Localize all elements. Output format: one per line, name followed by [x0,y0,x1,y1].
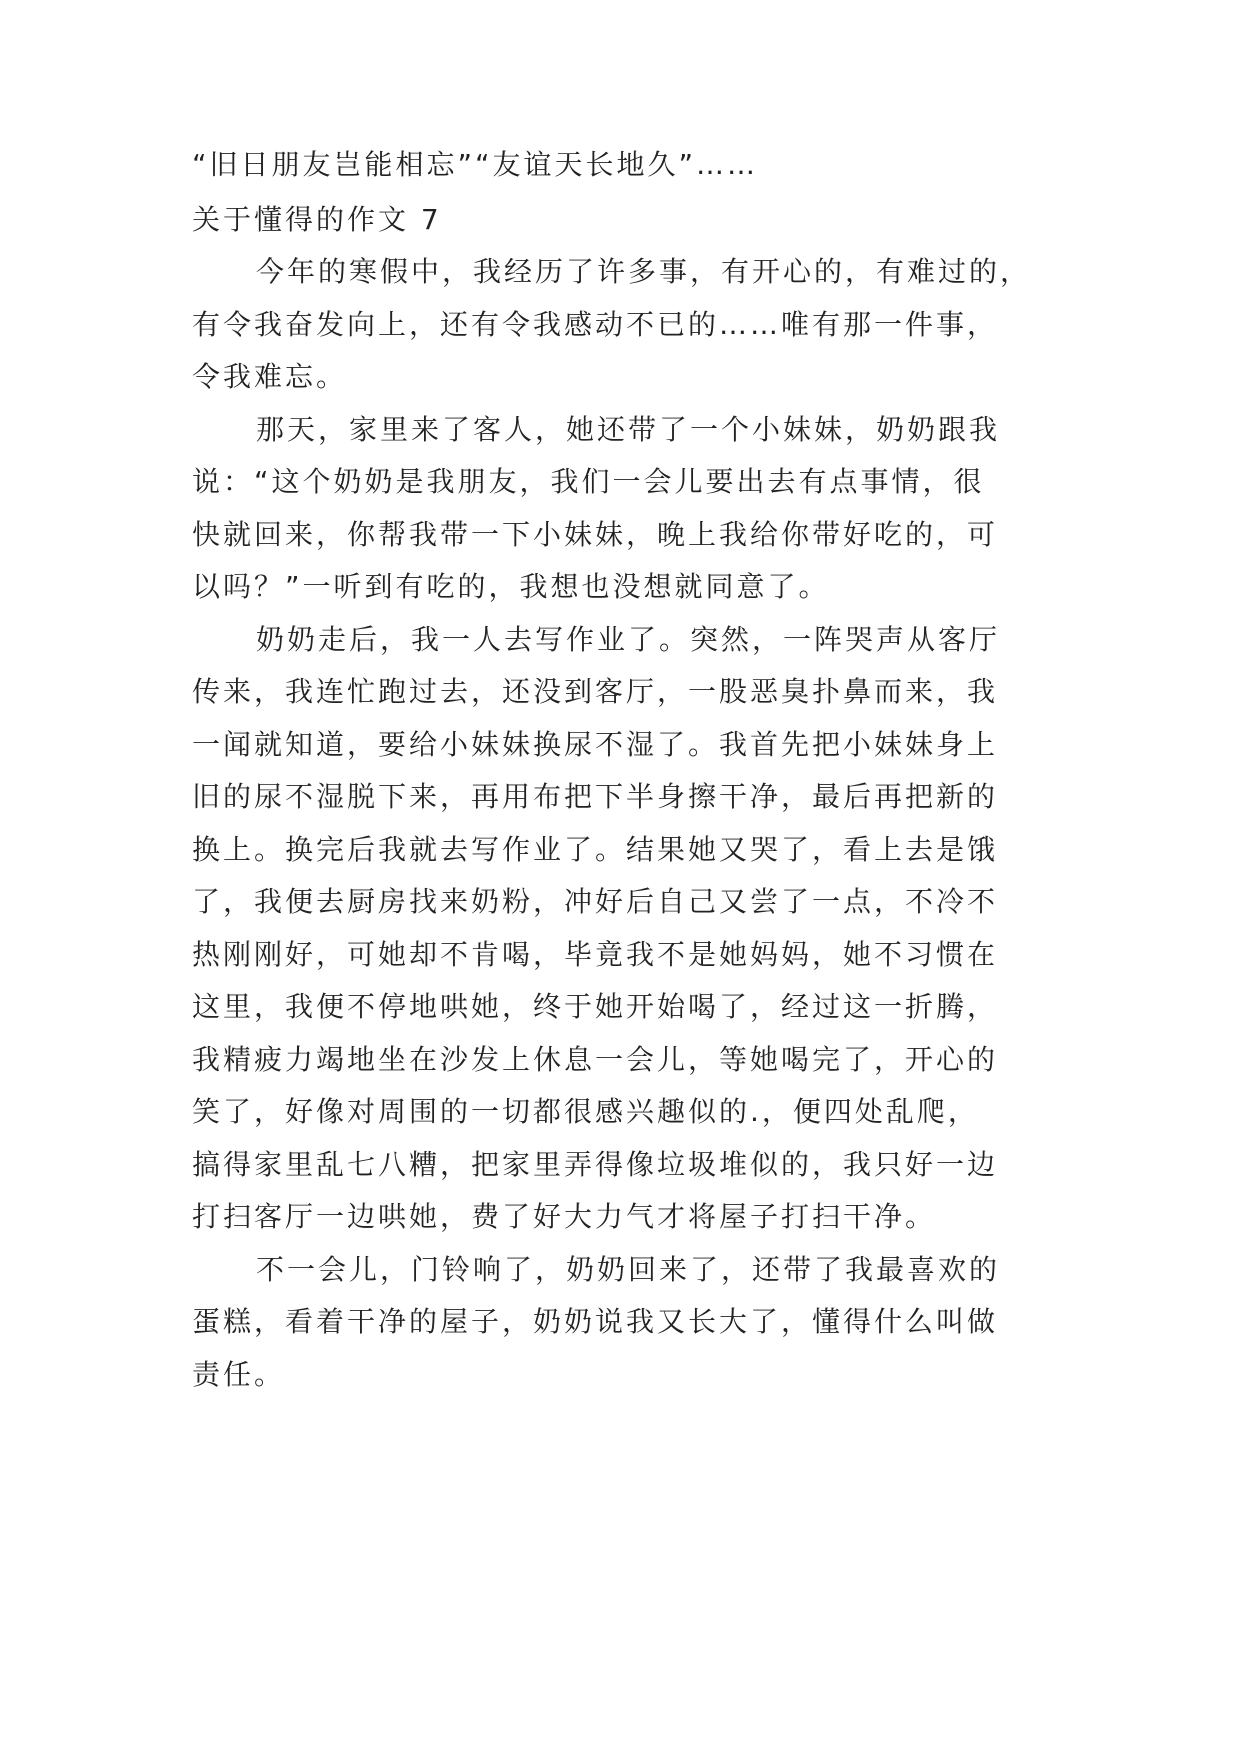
paragraph-2-line-3: 快就回来，你帮我带一下小妹妹，晚上我给你带好吃的，可 [192,518,999,551]
paragraph-4-line-1: 不一会儿，门铃响了，奶奶回来了，还带了我最喜欢的 [256,1253,1001,1286]
paragraph-3-line-9: 我精疲力竭地坐在沙发上休息一会儿，等她喝完了，开心的 [192,1043,999,1076]
paragraph-2-line-4: 以吗？”一听到有吃的，我想也没想就同意了。 [192,570,830,603]
paragraph-3-line-6: 了，我便去厨房找来奶粉，冲好后自己又尝了一点，不冷不 [192,885,999,918]
paragraph-3-line-10: 笑了，好像对周围的一切都很感兴趣似的.，便四处乱爬， [192,1095,979,1128]
paragraph-3-line-2: 传来，我连忙跑过去，还没到客厅，一股恶臭扑鼻而来，我 [192,675,999,708]
paragraph-4-line-2: 蛋糕，看着干净的屋子，奶奶说我又长大了，懂得什么叫做 [192,1305,999,1338]
paragraph-4-line-3: 责任。 [192,1358,286,1391]
paragraph-3-line-5: 换上。换完后我就去写作业了。结果她又哭了，看上去是饿 [192,833,999,866]
paragraph-3-line-4: 旧的尿不湿脱下来，再用布把下半身擦干净，最后再把新的 [192,780,999,813]
paragraph-3-line-8: 这里，我便不停地哄她，终于她开始喝了，经过这一折腾， [192,990,999,1023]
paragraph-3-line-1: 奶奶走后，我一人去写作业了。突然，一阵哭声从客厅 [256,623,1001,656]
paragraph-3-line-12: 打扫客厅一边哄她，费了好大力气才将屋子打扫干净。 [192,1200,937,1233]
paragraph-2-line-1: 那天，家里来了客人，她还带了一个小妹妹，奶奶跟我 [256,413,1001,446]
quote-line: “旧日朋友岂能相忘”“友谊天长地久”…… [192,148,759,181]
paragraph-1-line-2: 有令我奋发向上，还有令我感动不已的……唯有那一件事， [192,308,999,341]
paragraph-3-line-3: 一闻就知道，要给小妹妹换尿不湿了。我首先把小妹妹身上 [192,728,999,761]
paragraph-3-line-11: 搞得家里乱七八糟，把家里弄得像垃圾堆似的，我只好一边 [192,1148,999,1181]
paragraph-2-line-2: 说：“这个奶奶是我朋友，我们一会儿要出去有点事情，很 [192,465,985,498]
paragraph-3-line-7: 热刚刚好，可她却不肯喝，毕竟我不是她妈妈，她不习惯在 [192,938,999,971]
paragraph-1-line-3: 令我难忘。 [192,360,348,393]
essay-title: 关于懂得的作文 7 [192,203,442,236]
paragraph-1-line-1: 今年的寒假中，我经历了许多事，有开心的，有难过的， [256,255,1032,288]
